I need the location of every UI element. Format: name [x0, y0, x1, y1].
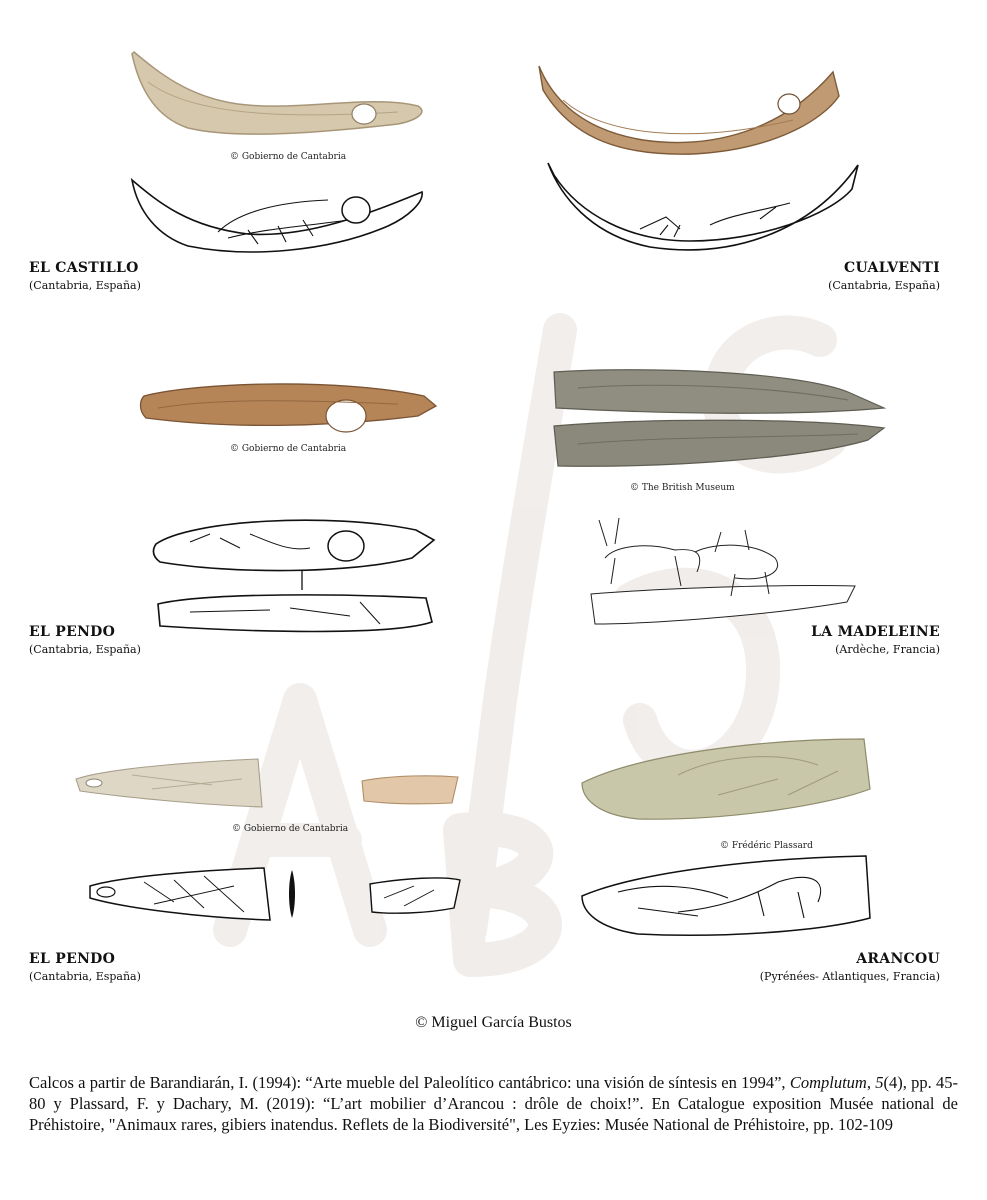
arancou-credit: © Frédéric Plassard [720, 841, 813, 851]
cualventi-name: CUALVENTI [844, 260, 940, 276]
pendo1-photo [138, 378, 438, 438]
citation [29, 1072, 958, 1135]
pendo1-credit: © Gobierno de Cantabria [230, 444, 347, 454]
pendo2-name: EL PENDO [29, 951, 116, 967]
cualventi-location: (Cantabria, España) [828, 279, 940, 292]
citation-volume: 5 [875, 1073, 884, 1092]
citation-journal: Complutum [789, 1073, 867, 1092]
arancou-photo [578, 735, 873, 827]
pendo2-photo [72, 755, 462, 813]
author-credit: © Miguel García Bustos [415, 1014, 572, 1031]
madeleine-location: (Ardèche, Francia) [835, 643, 940, 656]
pendo2-credit: © Gobierno de Cantabria [232, 824, 349, 834]
madeleine-photo [548, 362, 888, 474]
castillo-location: (Cantabria, España) [29, 279, 141, 292]
citation-text-2: , [866, 1073, 876, 1092]
castillo-photo [128, 42, 428, 142]
pendo2-tracing [84, 862, 464, 924]
madeleine-tracing [585, 512, 860, 634]
pendo1-location: (Cantabria, España) [29, 643, 141, 656]
castillo-credit: © Gobierno de Cantabria [230, 152, 347, 162]
arancou-location: (Pyrénées- Atlantiques, Francia) [759, 970, 940, 983]
pendo2-location: (Cantabria, España) [29, 970, 141, 983]
cualventi-tracing [540, 155, 865, 260]
arancou-tracing [578, 852, 873, 938]
arancou-name: ARANCOU [856, 951, 940, 967]
castillo-name: EL CASTILLO [29, 260, 139, 276]
madeleine-name: LA MADELEINE [811, 624, 940, 640]
citation-text-1: Calcos a partir de Barandiarán, I. (1994): “Arte mueble del Paleolítico cantábrico: una visión de síntesis en 1994”, [29, 1073, 790, 1092]
castillo-tracing [128, 172, 428, 262]
pendo1-name: EL PENDO [29, 624, 116, 640]
cualventi-photo [533, 60, 843, 160]
pendo1-tracing [150, 512, 440, 647]
citation-text-3: (4), pp. 45-80 y Plassard, F. y Dachary, M. (2019): “L’art mobilier d’Arancou : drôle de choix!”. En Catalogue exposition Musée national de Préhistoire, "Animaux rares, gibiers inatendus. Reflets de la Biodiversité", Les Eyzies: Musée National de Préhistoire, pp. 102-109 [29, 1073, 958, 1134]
madeleine-credit: © The British Museum [630, 483, 735, 493]
